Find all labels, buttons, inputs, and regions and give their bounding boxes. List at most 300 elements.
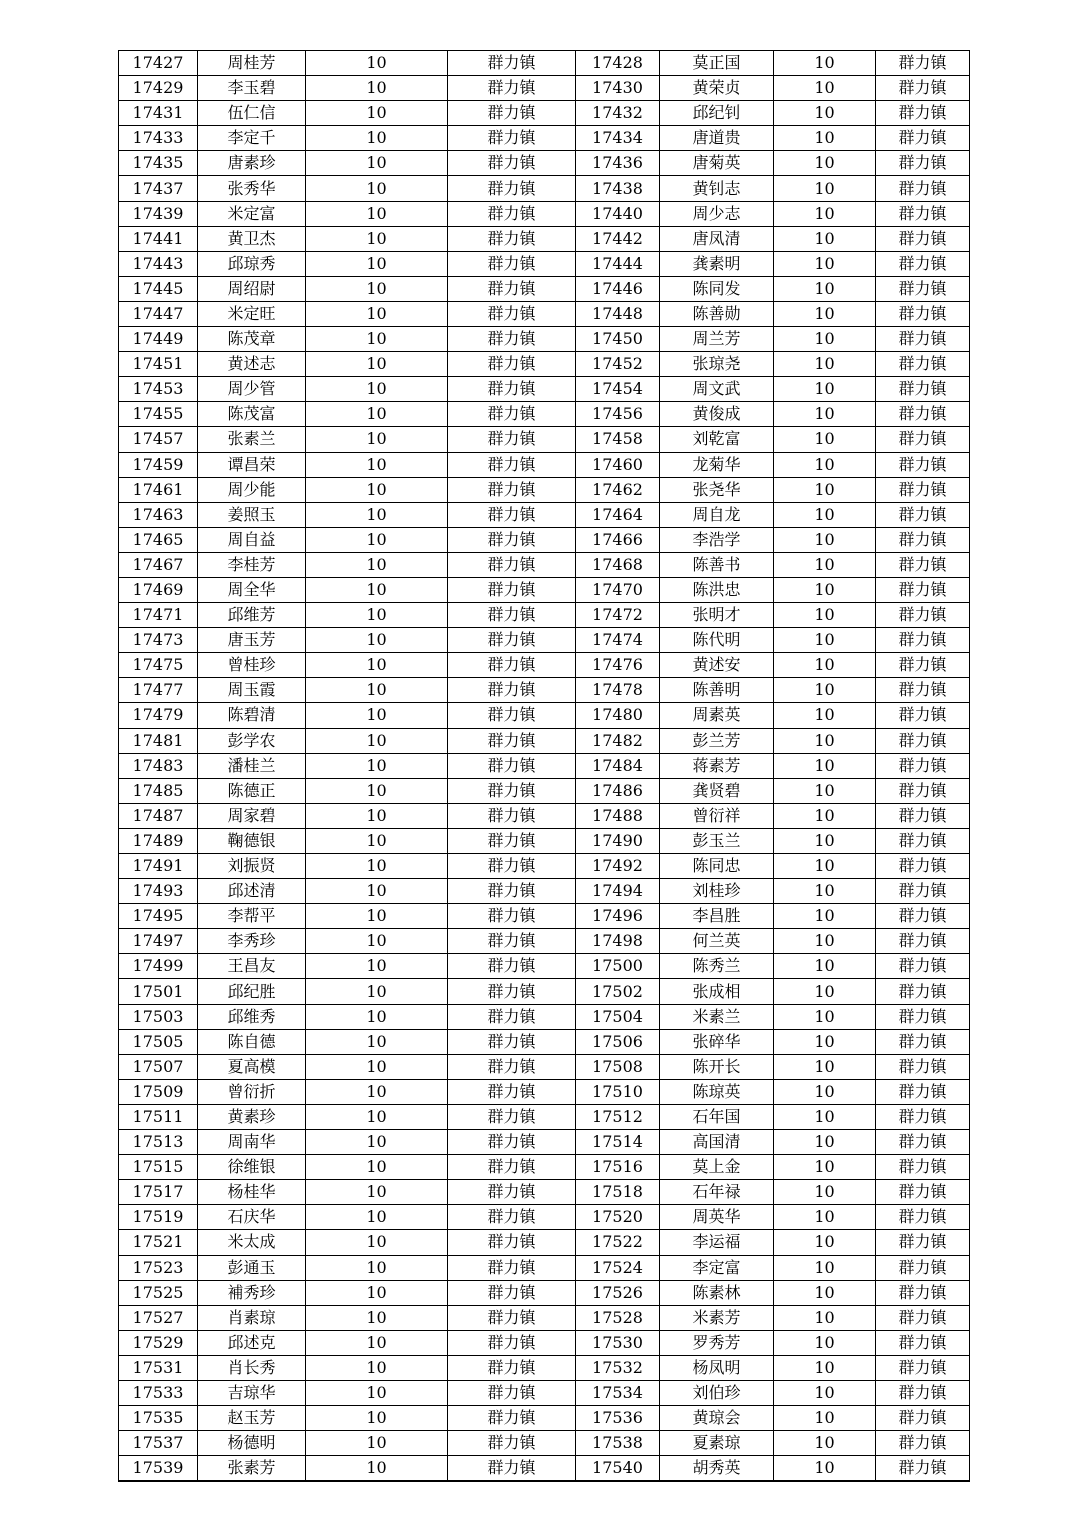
amount-cell: 10 xyxy=(774,1280,876,1305)
id-cell: 17480 xyxy=(576,703,660,728)
town-cell: 群力镇 xyxy=(448,653,576,678)
name-cell: 吉琼华 xyxy=(198,1380,306,1405)
table-row xyxy=(119,929,970,954)
table-row xyxy=(119,828,970,853)
town-cell: 群力镇 xyxy=(876,51,970,76)
name-cell: 曾桂珍 xyxy=(198,653,306,678)
name-cell: 唐菊英 xyxy=(660,151,774,176)
amount-cell: 10 xyxy=(306,879,448,904)
id-cell: 17478 xyxy=(576,678,660,703)
name-cell: 鞠德银 xyxy=(198,828,306,853)
town-cell: 群力镇 xyxy=(876,126,970,151)
name-cell: 彭学农 xyxy=(198,728,306,753)
name-cell: 陈同忠 xyxy=(660,854,774,879)
amount-cell: 10 xyxy=(774,904,876,929)
id-cell: 17469 xyxy=(119,577,198,602)
id-cell: 17535 xyxy=(119,1406,198,1431)
table-row xyxy=(119,427,970,452)
town-cell: 群力镇 xyxy=(876,1205,970,1230)
table-row xyxy=(119,101,970,126)
id-cell: 17514 xyxy=(576,1130,660,1155)
id-cell: 17519 xyxy=(119,1205,198,1230)
amount-cell: 10 xyxy=(306,603,448,628)
town-cell: 群力镇 xyxy=(876,1054,970,1079)
name-cell: 彭通玉 xyxy=(198,1255,306,1280)
name-cell: 周兰芳 xyxy=(660,327,774,352)
town-cell: 群力镇 xyxy=(448,753,576,778)
id-cell: 17492 xyxy=(576,854,660,879)
town-cell: 群力镇 xyxy=(448,527,576,552)
town-cell: 群力镇 xyxy=(448,678,576,703)
amount-cell: 10 xyxy=(774,1380,876,1405)
town-cell: 群力镇 xyxy=(876,176,970,201)
table-row xyxy=(119,176,970,201)
id-cell: 17524 xyxy=(576,1255,660,1280)
id-cell: 17522 xyxy=(576,1230,660,1255)
name-cell: 米定旺 xyxy=(198,301,306,326)
amount-cell: 10 xyxy=(306,803,448,828)
town-cell: 群力镇 xyxy=(448,1029,576,1054)
amount-cell: 10 xyxy=(774,1205,876,1230)
town-cell: 群力镇 xyxy=(448,728,576,753)
id-cell: 17536 xyxy=(576,1406,660,1431)
amount-cell: 10 xyxy=(774,879,876,904)
id-cell: 17448 xyxy=(576,301,660,326)
id-cell: 17517 xyxy=(119,1180,198,1205)
town-cell: 群力镇 xyxy=(448,1230,576,1255)
town-cell: 群力镇 xyxy=(448,929,576,954)
id-cell: 17540 xyxy=(576,1456,660,1482)
town-cell: 群力镇 xyxy=(448,1255,576,1280)
id-cell: 17520 xyxy=(576,1205,660,1230)
name-cell: 陈善明 xyxy=(660,678,774,703)
id-cell: 17506 xyxy=(576,1029,660,1054)
name-cell: 李帮平 xyxy=(198,904,306,929)
amount-cell: 10 xyxy=(774,176,876,201)
id-cell: 17493 xyxy=(119,879,198,904)
amount-cell: 10 xyxy=(306,251,448,276)
name-cell: 肖长秀 xyxy=(198,1355,306,1380)
table-row xyxy=(119,226,970,251)
name-cell: 黄俊成 xyxy=(660,402,774,427)
id-cell: 17529 xyxy=(119,1330,198,1355)
town-cell: 群力镇 xyxy=(448,1054,576,1079)
id-cell: 17435 xyxy=(119,151,198,176)
table-row xyxy=(119,502,970,527)
name-cell: 邱纪胜 xyxy=(198,979,306,1004)
id-cell: 17483 xyxy=(119,753,198,778)
amount-cell: 10 xyxy=(774,452,876,477)
town-cell: 群力镇 xyxy=(876,1155,970,1180)
id-cell: 17489 xyxy=(119,828,198,853)
id-cell: 17446 xyxy=(576,276,660,301)
town-cell: 群力镇 xyxy=(448,979,576,1004)
amount-cell: 10 xyxy=(774,854,876,879)
id-cell: 17461 xyxy=(119,477,198,502)
id-cell: 17468 xyxy=(576,552,660,577)
name-cell: 陈开长 xyxy=(660,1054,774,1079)
table-row xyxy=(119,1280,970,1305)
id-cell: 17498 xyxy=(576,929,660,954)
town-cell: 群力镇 xyxy=(876,327,970,352)
amount-cell: 10 xyxy=(306,929,448,954)
amount-cell: 10 xyxy=(774,1330,876,1355)
amount-cell: 10 xyxy=(774,502,876,527)
table-row xyxy=(119,1406,970,1431)
table-row xyxy=(119,1330,970,1355)
id-cell: 17473 xyxy=(119,628,198,653)
amount-cell: 10 xyxy=(774,1456,876,1482)
name-cell: 莫上金 xyxy=(660,1155,774,1180)
amount-cell: 10 xyxy=(774,101,876,126)
table-row xyxy=(119,477,970,502)
id-cell: 17455 xyxy=(119,402,198,427)
amount-cell: 10 xyxy=(774,552,876,577)
town-cell: 群力镇 xyxy=(448,904,576,929)
town-cell: 群力镇 xyxy=(448,452,576,477)
amount-cell: 10 xyxy=(306,1079,448,1104)
name-cell: 周家碧 xyxy=(198,803,306,828)
name-cell: 姜照玉 xyxy=(198,502,306,527)
id-cell: 17470 xyxy=(576,577,660,602)
town-cell: 群力镇 xyxy=(876,778,970,803)
id-cell: 17504 xyxy=(576,1004,660,1029)
amount-cell: 10 xyxy=(774,527,876,552)
name-cell: 张素兰 xyxy=(198,427,306,452)
amount-cell: 10 xyxy=(306,1406,448,1431)
amount-cell: 10 xyxy=(774,1130,876,1155)
id-cell: 17476 xyxy=(576,653,660,678)
amount-cell: 10 xyxy=(774,76,876,101)
name-cell: 米素兰 xyxy=(660,1004,774,1029)
town-cell: 群力镇 xyxy=(876,427,970,452)
amount-cell: 10 xyxy=(306,753,448,778)
id-cell: 17464 xyxy=(576,502,660,527)
name-cell: 张秀华 xyxy=(198,176,306,201)
amount-cell: 10 xyxy=(306,1355,448,1380)
amount-cell: 10 xyxy=(306,101,448,126)
name-cell: 石年国 xyxy=(660,1104,774,1129)
town-cell: 群力镇 xyxy=(448,1180,576,1205)
amount-cell: 10 xyxy=(306,327,448,352)
name-cell: 曾衍祥 xyxy=(660,803,774,828)
name-cell: 刘振贤 xyxy=(198,854,306,879)
town-cell: 群力镇 xyxy=(448,879,576,904)
amount-cell: 10 xyxy=(306,1280,448,1305)
name-cell: 補秀珍 xyxy=(198,1280,306,1305)
town-cell: 群力镇 xyxy=(448,1456,576,1482)
amount-cell: 10 xyxy=(774,1355,876,1380)
roster-body xyxy=(119,51,970,1482)
id-cell: 17452 xyxy=(576,352,660,377)
id-cell: 17429 xyxy=(119,76,198,101)
amount-cell: 10 xyxy=(774,1305,876,1330)
id-cell: 17526 xyxy=(576,1280,660,1305)
table-row xyxy=(119,1305,970,1330)
id-cell: 17442 xyxy=(576,226,660,251)
name-cell: 胡秀英 xyxy=(660,1456,774,1482)
name-cell: 陈善书 xyxy=(660,552,774,577)
town-cell: 群力镇 xyxy=(876,929,970,954)
amount-cell: 10 xyxy=(774,352,876,377)
amount-cell: 10 xyxy=(306,201,448,226)
town-cell: 群力镇 xyxy=(448,1431,576,1456)
id-cell: 17447 xyxy=(119,301,198,326)
amount-cell: 10 xyxy=(774,979,876,1004)
name-cell: 米定富 xyxy=(198,201,306,226)
table-row xyxy=(119,778,970,803)
name-cell: 周全华 xyxy=(198,577,306,602)
amount-cell: 10 xyxy=(306,276,448,301)
amount-cell: 10 xyxy=(306,1104,448,1129)
id-cell: 17528 xyxy=(576,1305,660,1330)
name-cell: 龙菊华 xyxy=(660,452,774,477)
amount-cell: 10 xyxy=(306,628,448,653)
name-cell: 陈善勋 xyxy=(660,301,774,326)
name-cell: 张琼尧 xyxy=(660,352,774,377)
town-cell: 群力镇 xyxy=(448,151,576,176)
table-row xyxy=(119,276,970,301)
town-cell: 群力镇 xyxy=(448,703,576,728)
town-cell: 群力镇 xyxy=(448,276,576,301)
id-cell: 17440 xyxy=(576,201,660,226)
amount-cell: 10 xyxy=(774,402,876,427)
name-cell: 黄素珍 xyxy=(198,1104,306,1129)
name-cell: 张成相 xyxy=(660,979,774,1004)
amount-cell: 10 xyxy=(306,427,448,452)
id-cell: 17462 xyxy=(576,477,660,502)
name-cell: 石年禄 xyxy=(660,1180,774,1205)
town-cell: 群力镇 xyxy=(448,402,576,427)
amount-cell: 10 xyxy=(306,1305,448,1330)
amount-cell: 10 xyxy=(306,452,448,477)
town-cell: 群力镇 xyxy=(876,1255,970,1280)
name-cell: 黄琼会 xyxy=(660,1406,774,1431)
town-cell: 群力镇 xyxy=(448,226,576,251)
name-cell: 杨凤明 xyxy=(660,1355,774,1380)
town-cell: 群力镇 xyxy=(876,251,970,276)
town-cell: 群力镇 xyxy=(448,1330,576,1355)
name-cell: 周玉霞 xyxy=(198,678,306,703)
town-cell: 群力镇 xyxy=(448,1305,576,1330)
id-cell: 17521 xyxy=(119,1230,198,1255)
table-row xyxy=(119,51,970,76)
table-row xyxy=(119,1431,970,1456)
town-cell: 群力镇 xyxy=(448,1004,576,1029)
id-cell: 17463 xyxy=(119,502,198,527)
amount-cell: 10 xyxy=(306,678,448,703)
table-row xyxy=(119,76,970,101)
name-cell: 周素英 xyxy=(660,703,774,728)
amount-cell: 10 xyxy=(306,954,448,979)
id-cell: 17466 xyxy=(576,527,660,552)
id-cell: 17494 xyxy=(576,879,660,904)
table-row xyxy=(119,1255,970,1280)
amount-cell: 10 xyxy=(306,1431,448,1456)
name-cell: 黄荣贞 xyxy=(660,76,774,101)
table-row xyxy=(119,954,970,979)
town-cell: 群力镇 xyxy=(448,1130,576,1155)
amount-cell: 10 xyxy=(306,176,448,201)
town-cell: 群力镇 xyxy=(876,577,970,602)
table-row xyxy=(119,452,970,477)
amount-cell: 10 xyxy=(774,377,876,402)
id-cell: 17495 xyxy=(119,904,198,929)
id-cell: 17445 xyxy=(119,276,198,301)
town-cell: 群力镇 xyxy=(876,678,970,703)
name-cell: 杨桂华 xyxy=(198,1180,306,1205)
amount-cell: 10 xyxy=(306,904,448,929)
town-cell: 群力镇 xyxy=(448,51,576,76)
amount-cell: 10 xyxy=(774,628,876,653)
town-cell: 群力镇 xyxy=(876,452,970,477)
table-row xyxy=(119,301,970,326)
amount-cell: 10 xyxy=(774,1180,876,1205)
amount-cell: 10 xyxy=(774,753,876,778)
town-cell: 群力镇 xyxy=(876,1004,970,1029)
amount-cell: 10 xyxy=(774,778,876,803)
town-cell: 群力镇 xyxy=(876,1305,970,1330)
id-cell: 17509 xyxy=(119,1079,198,1104)
name-cell: 彭兰芳 xyxy=(660,728,774,753)
amount-cell: 10 xyxy=(306,1004,448,1029)
town-cell: 群力镇 xyxy=(448,1280,576,1305)
name-cell: 刘乾富 xyxy=(660,427,774,452)
name-cell: 唐凤清 xyxy=(660,226,774,251)
id-cell: 17512 xyxy=(576,1104,660,1129)
id-cell: 17482 xyxy=(576,728,660,753)
amount-cell: 10 xyxy=(306,1180,448,1205)
table-row xyxy=(119,653,970,678)
name-cell: 周英华 xyxy=(660,1205,774,1230)
name-cell: 周自益 xyxy=(198,527,306,552)
amount-cell: 10 xyxy=(774,803,876,828)
id-cell: 17465 xyxy=(119,527,198,552)
town-cell: 群力镇 xyxy=(448,803,576,828)
table-row xyxy=(119,126,970,151)
id-cell: 17511 xyxy=(119,1104,198,1129)
town-cell: 群力镇 xyxy=(448,577,576,602)
id-cell: 17479 xyxy=(119,703,198,728)
town-cell: 群力镇 xyxy=(876,1355,970,1380)
name-cell: 陈自德 xyxy=(198,1029,306,1054)
table-row xyxy=(119,979,970,1004)
name-cell: 邱述清 xyxy=(198,879,306,904)
town-cell: 群力镇 xyxy=(448,1355,576,1380)
name-cell: 王昌友 xyxy=(198,954,306,979)
id-cell: 17513 xyxy=(119,1130,198,1155)
town-cell: 群力镇 xyxy=(448,1380,576,1405)
town-cell: 群力镇 xyxy=(876,1456,970,1482)
name-cell: 杨德明 xyxy=(198,1431,306,1456)
id-cell: 17532 xyxy=(576,1355,660,1380)
table-row xyxy=(119,1456,970,1482)
town-cell: 群力镇 xyxy=(876,979,970,1004)
table-row xyxy=(119,1380,970,1405)
town-cell: 群力镇 xyxy=(876,226,970,251)
table-row xyxy=(119,352,970,377)
name-cell: 彭玉兰 xyxy=(660,828,774,853)
name-cell: 李昌胜 xyxy=(660,904,774,929)
town-cell: 群力镇 xyxy=(876,527,970,552)
table-row xyxy=(119,1130,970,1155)
amount-cell: 10 xyxy=(306,552,448,577)
name-cell: 刘伯珍 xyxy=(660,1380,774,1405)
table-row xyxy=(119,628,970,653)
id-cell: 17471 xyxy=(119,603,198,628)
table-row xyxy=(119,703,970,728)
amount-cell: 10 xyxy=(774,1406,876,1431)
amount-cell: 10 xyxy=(774,577,876,602)
name-cell: 陈茂章 xyxy=(198,327,306,352)
id-cell: 17450 xyxy=(576,327,660,352)
amount-cell: 10 xyxy=(306,226,448,251)
town-cell: 群力镇 xyxy=(876,352,970,377)
id-cell: 17434 xyxy=(576,126,660,151)
name-cell: 张明才 xyxy=(660,603,774,628)
amount-cell: 10 xyxy=(306,301,448,326)
table-row xyxy=(119,803,970,828)
table-row xyxy=(119,1205,970,1230)
amount-cell: 10 xyxy=(774,653,876,678)
amount-cell: 10 xyxy=(306,1330,448,1355)
table-row xyxy=(119,678,970,703)
town-cell: 群力镇 xyxy=(876,1029,970,1054)
amount-cell: 10 xyxy=(306,352,448,377)
town-cell: 群力镇 xyxy=(876,402,970,427)
town-cell: 群力镇 xyxy=(876,954,970,979)
id-cell: 17474 xyxy=(576,628,660,653)
town-cell: 群力镇 xyxy=(876,1431,970,1456)
table-row xyxy=(119,1029,970,1054)
id-cell: 17490 xyxy=(576,828,660,853)
name-cell: 李运福 xyxy=(660,1230,774,1255)
id-cell: 17537 xyxy=(119,1431,198,1456)
town-cell: 群力镇 xyxy=(876,753,970,778)
amount-cell: 10 xyxy=(306,854,448,879)
table-row xyxy=(119,603,970,628)
id-cell: 17530 xyxy=(576,1330,660,1355)
id-cell: 17475 xyxy=(119,653,198,678)
table-row xyxy=(119,402,970,427)
id-cell: 17502 xyxy=(576,979,660,1004)
amount-cell: 10 xyxy=(774,477,876,502)
id-cell: 17427 xyxy=(119,51,198,76)
name-cell: 陈德正 xyxy=(198,778,306,803)
id-cell: 17472 xyxy=(576,603,660,628)
name-cell: 张素芳 xyxy=(198,1456,306,1482)
name-cell: 刘桂珍 xyxy=(660,879,774,904)
amount-cell: 10 xyxy=(774,151,876,176)
id-cell: 17436 xyxy=(576,151,660,176)
amount-cell: 10 xyxy=(774,301,876,326)
id-cell: 17457 xyxy=(119,427,198,452)
table-row xyxy=(119,1054,970,1079)
amount-cell: 10 xyxy=(306,1029,448,1054)
name-cell: 龚贤碧 xyxy=(660,778,774,803)
town-cell: 群力镇 xyxy=(876,276,970,301)
name-cell: 罗秀芳 xyxy=(660,1330,774,1355)
table-row xyxy=(119,1104,970,1129)
name-cell: 李定千 xyxy=(198,126,306,151)
town-cell: 群力镇 xyxy=(876,552,970,577)
table-row xyxy=(119,1004,970,1029)
table-row xyxy=(119,577,970,602)
amount-cell: 10 xyxy=(774,703,876,728)
table-row xyxy=(119,552,970,577)
name-cell: 周少能 xyxy=(198,477,306,502)
table-row xyxy=(119,151,970,176)
